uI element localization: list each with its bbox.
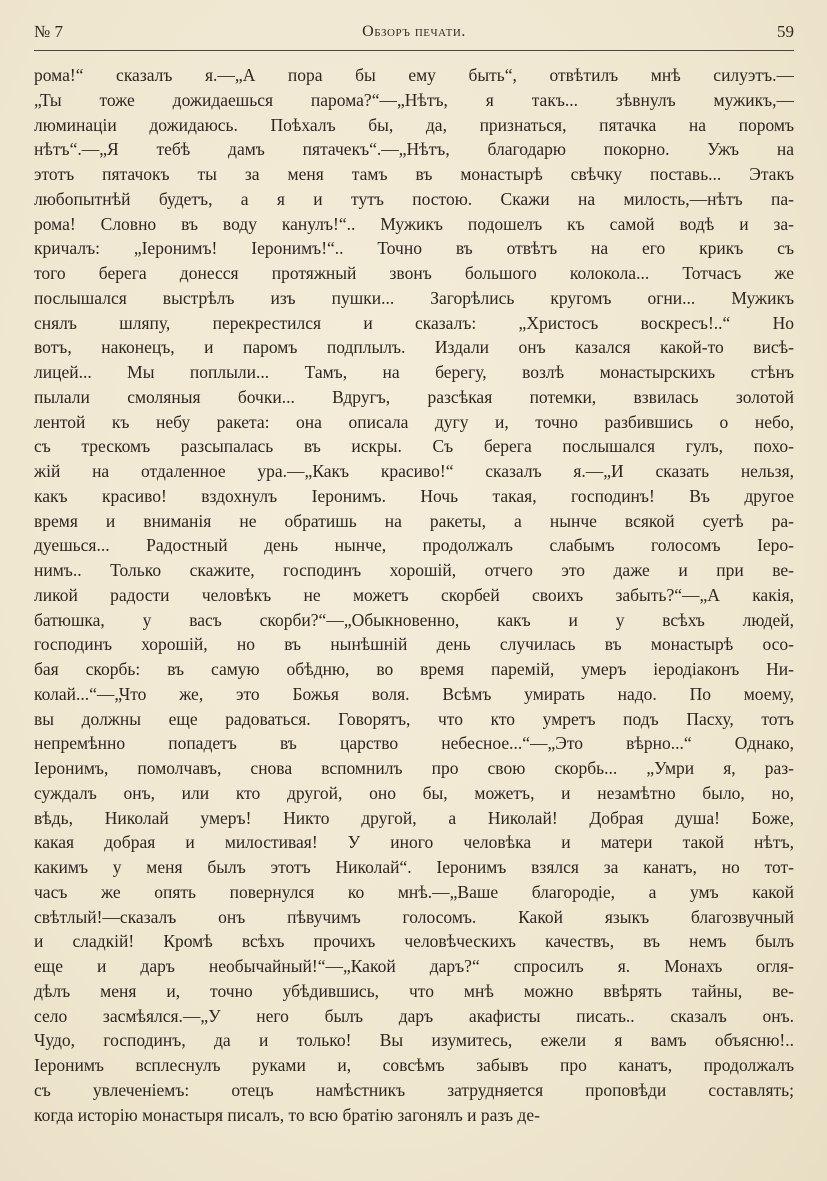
text-line: дѣлъ меня и, точно убѣдившись, что мнѣ можно ввѣрять тайны, ве- [34, 980, 794, 1001]
text-line: Чудо, господинъ, да и только! Вы изумитесь, ежели я вамъ объясню!.. [34, 1030, 794, 1051]
text-line: любопытнѣй будетъ, а я и тутъ постою. Скажи на милость,—нѣтъ па- [34, 188, 794, 209]
issue-number: № 7 [34, 22, 63, 41]
text-line: рома!“ сказалъ я.—„А пора бы ему быть“, отвѣтилъ мнѣ силуэтъ.— [34, 65, 794, 85]
text-line: Іеронимъ, помолчавъ, снова вспомнилъ про свою скорбь... „Умри я, раз- [34, 758, 794, 778]
text-line: пылали смоляныя бочки... Вдругъ, разсѣкая потемки, взвилась золотой [34, 386, 794, 407]
text-line: суждалъ онъ, или кто другой, оно бы, можетъ, и незамѣтно было, но, [34, 782, 794, 803]
text-line: ликой радости человѣкъ не можетъ скорбей своихъ забыть?“—„А какія, [34, 584, 794, 605]
text-line: нимъ.. Только скажите, господинъ хорошій, отчего это даже и при ве- [34, 560, 794, 580]
text-line: вы должны еще радоваться. Говорятъ, что кто умретъ подъ Пасху, тотъ [34, 708, 794, 729]
text-line: свѣтлый!—сказалъ онъ пѣвучимъ голосомъ. Какой языкъ благозвучный [34, 906, 794, 927]
text-line: бая скорбь: въ самую обѣдню, во время паремій, умеръ іеродіаконъ Ни- [34, 659, 794, 679]
text-line: непремѣнно попадетъ въ царство небесное...“—„Это вѣрно...“ Однако, [34, 733, 794, 754]
text-line: рома! Словно въ воду канулъ!“.. Мужикъ подошелъ къ самой водѣ и за- [34, 213, 794, 234]
text-line: часъ же опять повернулся ко мнѣ.—„Ваше благородіе, а умъ какой [34, 881, 794, 902]
text-line: какая добрая и милостивая! У иного человѣка и матери такой нѣтъ, [34, 832, 794, 853]
text-line: нѣтъ“.—„Я тебѣ дамъ пятачекъ“.—„Нѣтъ, благодарю покорно. Ужъ на [34, 139, 794, 160]
text-line: дуешься... Радостный день нынче, продолжалъ слабымъ голосомъ Іеро- [34, 535, 794, 556]
header-rule [34, 50, 794, 51]
text-line: лицей... Мы поплыли... Тамъ, на берегу, возлѣ монастырскихъ стѣнъ [34, 362, 794, 382]
text-line: батюшка, у васъ скорби?“—„Обыкновенно, какъ и у всѣхъ людей, [34, 609, 794, 630]
body-text [34, 63, 794, 1127]
page-number: 59 [777, 22, 794, 41]
text-line: вотъ, наконецъ, и паромъ подплылъ. Издали онъ казался какой-то висѣ- [34, 337, 794, 358]
text-line: послышался выстрѣлъ изъ пушки... Загорѣлись кругомъ огни... Мужикъ [34, 287, 794, 308]
text-line: какимъ у меня былъ этотъ Николай“. Іеронимъ взялся за канатъ, но тот- [34, 857, 794, 877]
text-line: господинъ хорошій, но въ нынѣшній день случилась въ монастырѣ осо- [34, 634, 794, 655]
text-line: лентой къ небу ракета: она описала дугу и, точно разбившись о небо, [34, 411, 794, 432]
text-line: „Ты тоже дожидаешься парома?“—„Нѣтъ, я такъ... зѣвнулъ мужикъ,— [34, 89, 794, 110]
text-line: вѣдь, Николай умеръ! Никто другой, а Николай! Добрая душа! Боже, [34, 807, 794, 828]
text-line: снялъ шляпу, перекрестился и сказалъ: „Христосъ воскресъ!..“ Но [34, 312, 794, 333]
text-line: когда исторію монастыря писалъ, то всю братію загонялъ и разъ де- [34, 1104, 540, 1125]
text-line: кричалъ: „Іеронимъ! Іеронимъ!“.. Точно въ отвѣтъ на его крикъ съ [34, 238, 794, 259]
running-header [34, 22, 794, 48]
text-line: съ трескомъ разсыпалась въ искры. Съ берега послышался гулъ, похо- [34, 436, 794, 457]
text-line: село засмѣялся.—„У него былъ даръ акафисты писать.. сказалъ онъ. [34, 1005, 794, 1026]
text-line: съ увлеченіемъ: отецъ намѣстникъ затрудняется проповѣди составлять; [34, 1079, 794, 1100]
text-line: колай...“—„Что же, это Божья воля. Всѣмъ умирать надо. По моему, [34, 683, 794, 704]
text-line: и сладкій! Кромѣ всѣхъ прочихъ человѣческихъ качествъ, въ немъ былъ [34, 931, 794, 952]
running-title: Обзоръ печати. [362, 23, 466, 40]
text-line: этотъ пятачокъ ты за меня тамъ въ монастырѣ свѣчку поставь... Этакъ [34, 164, 794, 184]
text-line: Іеронимъ всплеснулъ руками и, совсѣмъ забывъ про канатъ, продолжалъ [34, 1055, 794, 1075]
text-line: время и вниманія не обратишь на ракеты, а нынче всякой суетѣ ра- [34, 510, 794, 531]
text-line: какъ красиво! вздохнулъ Іеронимъ. Ночь такая, господинъ! Въ другое [34, 485, 794, 506]
text-line: того берега донесся протяжный звонъ большого колокола... Тотчасъ же [34, 263, 794, 283]
text-line: люминаціи дожидаюсь. Поѣхалъ бы, да, признаться, пятачка на поромъ [34, 114, 794, 135]
text-line: еще и даръ необычайный!“—„Какой даръ?“ спросилъ я. Монахъ огля- [34, 956, 794, 976]
text-line: жій на отдаленное ура.—„Какъ красиво!“ сказалъ я.—„И сказать нельзя, [34, 461, 794, 481]
